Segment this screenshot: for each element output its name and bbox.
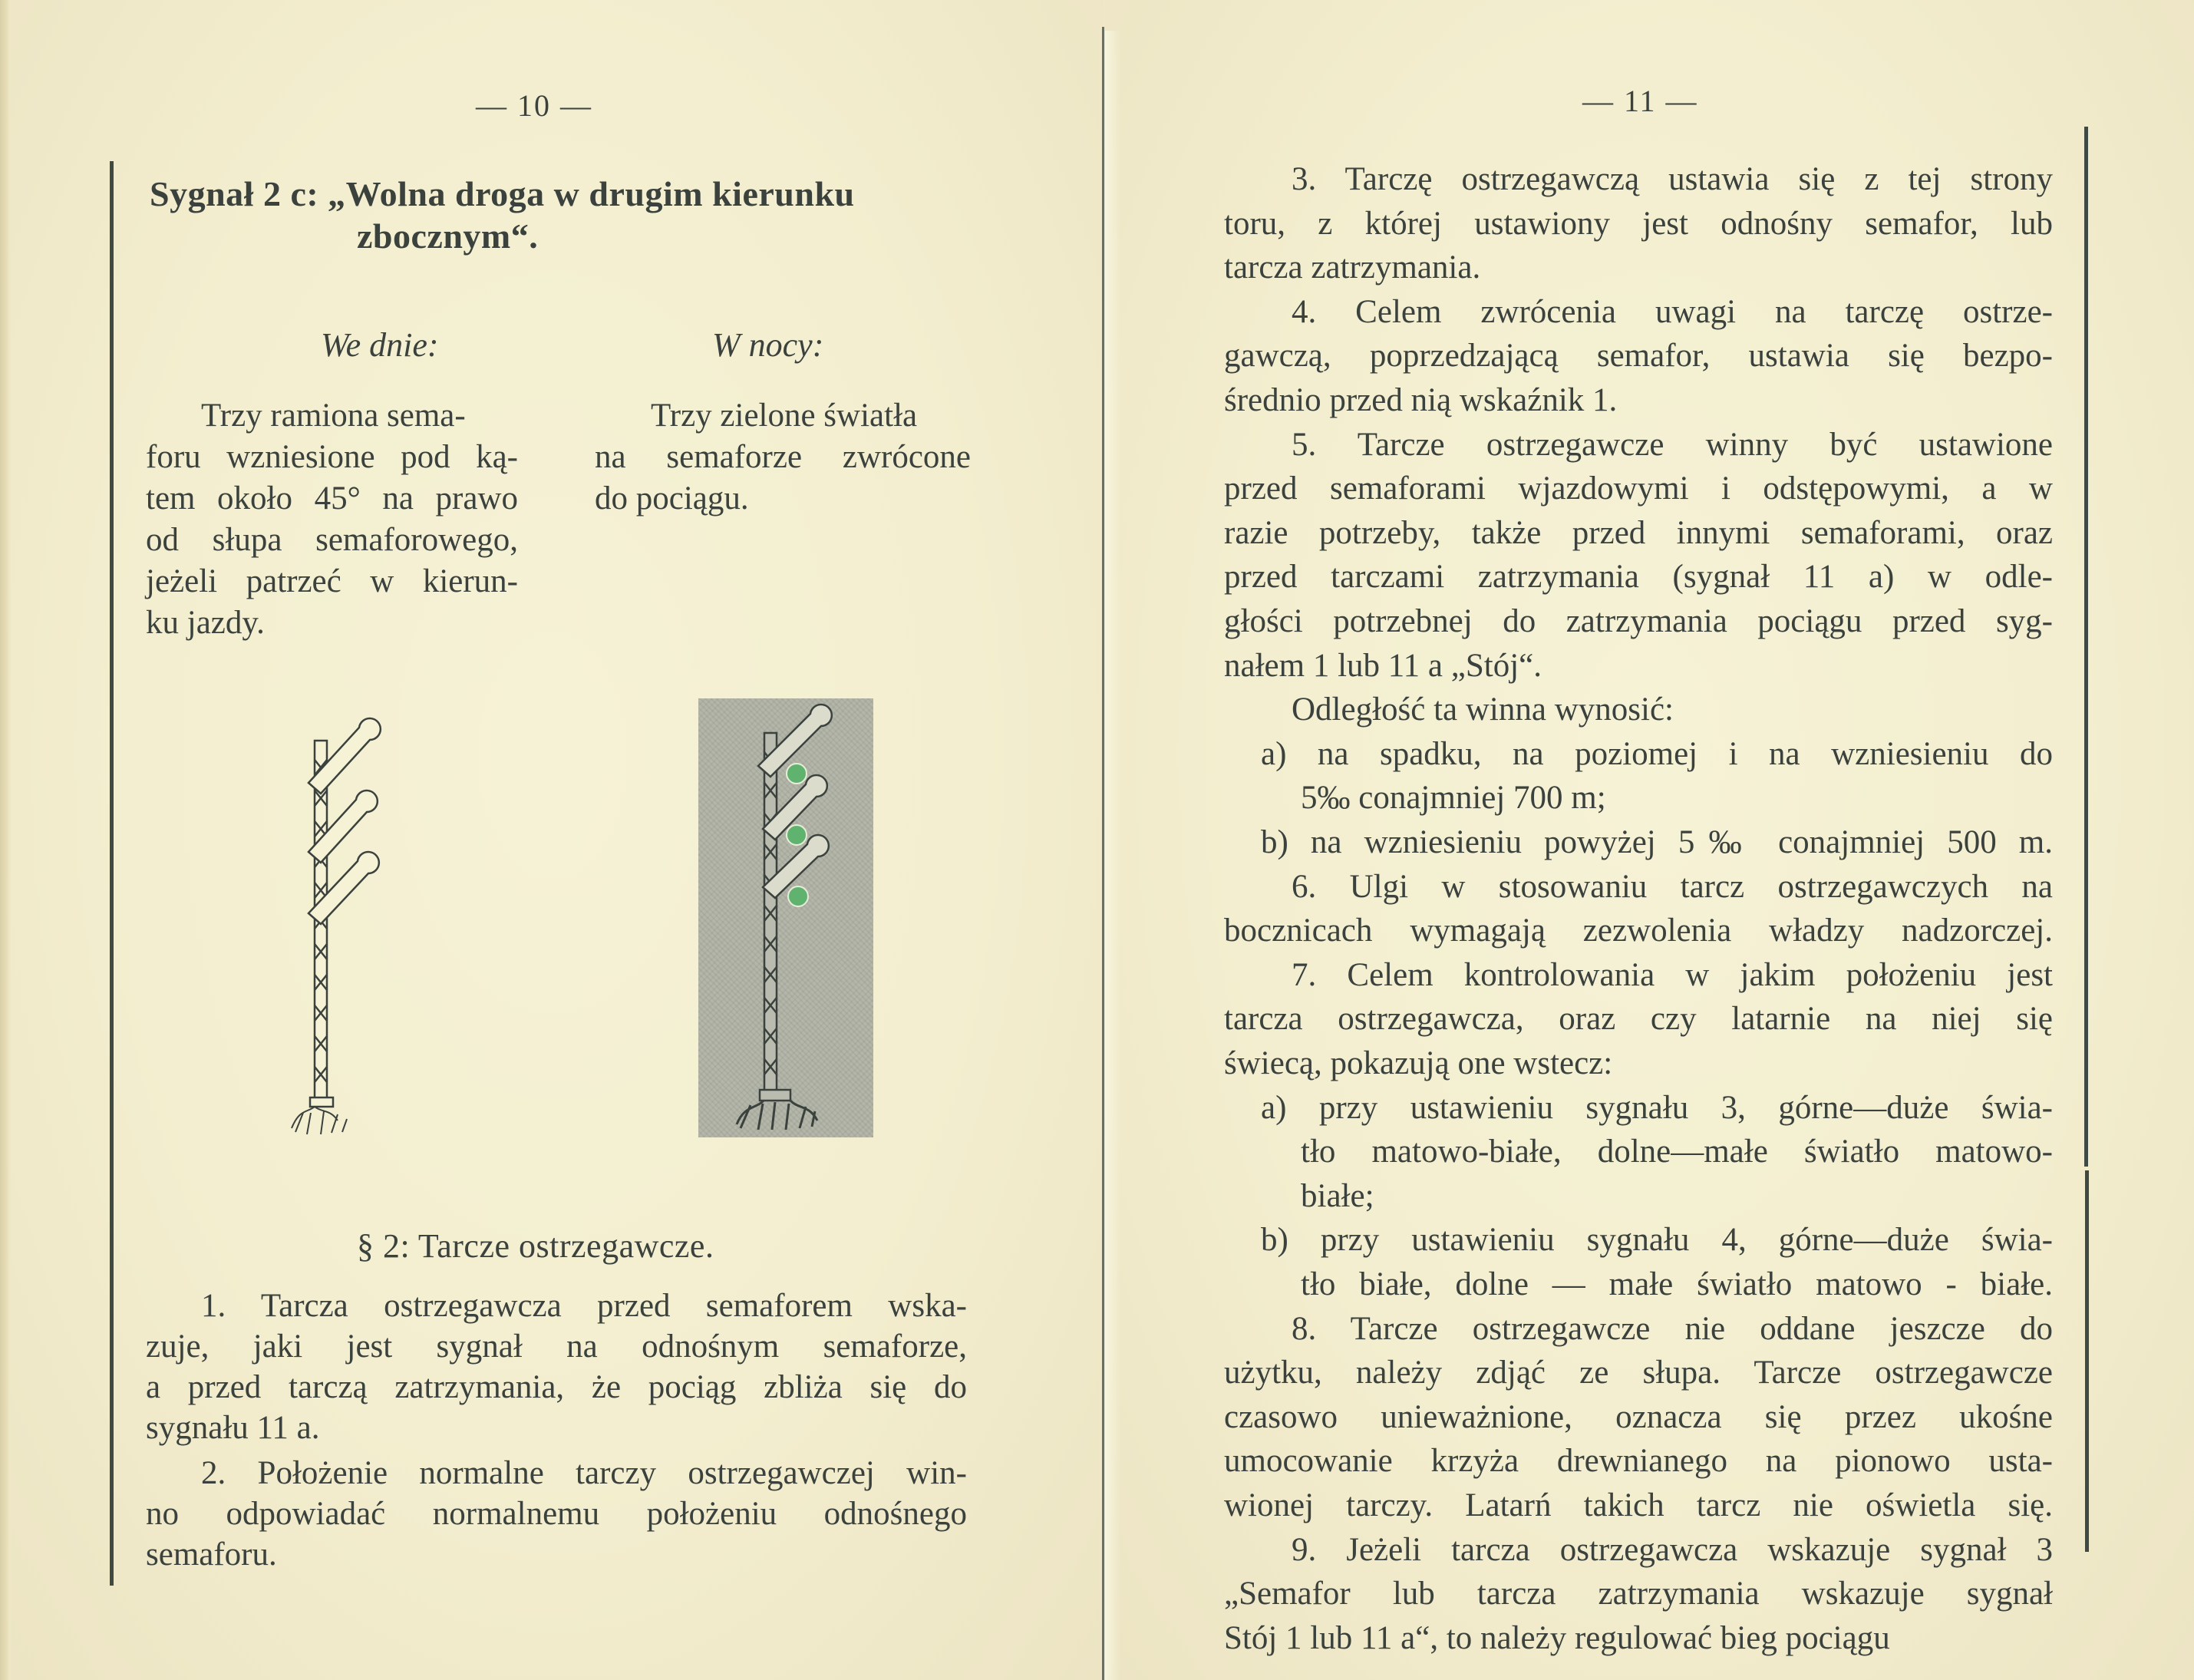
day-line: ku jazdy. xyxy=(146,605,265,641)
paragraph-line: tło matowo-białe, dolne—małe światło matowo- xyxy=(1301,1134,2053,1170)
night-line: do pociągu. xyxy=(595,480,749,517)
paragraph-line: sygnału 11 a. xyxy=(146,1410,320,1446)
semaphore-night-illustration xyxy=(698,698,873,1137)
day-line: foru wzniesione pod ką- xyxy=(146,439,518,475)
paragraph-line: 2. Położenie normalne tarczy ostrzegawczej win- xyxy=(201,1455,967,1491)
paragraph-line: 5‰ conajmniej 700 m; xyxy=(1301,780,1606,816)
green-light-icon xyxy=(787,825,807,845)
paragraph-line: 9. Jeżeli tarcza ostrzegawcza wskazuje sygnał 3 xyxy=(1292,1532,2053,1568)
paragraph-line: świecą, pokazują one wstecz: xyxy=(1224,1045,1613,1081)
paragraph-line: Odległość ta winna wynosić: xyxy=(1292,691,1674,728)
paragraph-line: przed semaforami wjazdowymi i odstępowymi, a w xyxy=(1224,470,2053,507)
paragraph-line: tło białe, dolne — małe światło matowo - białe. xyxy=(1301,1266,2053,1302)
paragraph-line: średnio przed nią wskaźnik 1. xyxy=(1224,382,1618,418)
day-heading: We dnie: xyxy=(321,326,439,364)
section-heading: § 2: Tarcze ostrzegawcze. xyxy=(357,1227,714,1265)
paragraph-line: czasowo unieważnione, oznacza się przez ukośne xyxy=(1224,1399,2053,1435)
paragraph-line: toru, z której ustawiony jest odnośny semafor, lub xyxy=(1224,206,2053,242)
margin-bar-right xyxy=(2084,127,2088,1167)
paragraph-line: b) na wzniesieniu powyżej 5‰ conajmniej 500 m. xyxy=(1261,824,2053,860)
paragraph-line: umocowanie krzyża drewnianego na pionowo usta- xyxy=(1224,1443,2053,1479)
paragraph-line: 7. Celem kontrolowania w jakim położeniu jest xyxy=(1292,957,2053,993)
paragraph-line: 1. Tarcza ostrzegawcza przed semaforem wska- xyxy=(201,1288,967,1324)
paragraph-line: bocznicach wymagają zezwolenia władzy nadzorczej. xyxy=(1224,913,2053,949)
day-line: od słupa semaforowego, xyxy=(146,522,518,558)
paragraph-line: a) przy ustawieniu sygnału 3, górne—duże świa- xyxy=(1261,1090,2053,1126)
paragraph-line: przed tarczami zatrzymania (sygnał 11 a) w odle- xyxy=(1224,559,2053,595)
paragraph-line: gawczą, poprzedzającą semafor, ustawia się bezpo- xyxy=(1224,338,2053,374)
paragraph-line: głości potrzebnej do zatrzymania pociągu przed syg- xyxy=(1224,603,2053,639)
paragraph-line: nałem 1 lub 11 a „Stój“. xyxy=(1224,648,1542,684)
night-heading: W nocy: xyxy=(712,326,824,364)
day-line: tem około 45° na prawo xyxy=(146,480,518,517)
paragraph-line: białe; xyxy=(1301,1178,1374,1214)
night-line: Trzy zielone światła xyxy=(651,398,918,434)
green-light-icon xyxy=(787,764,807,784)
book-edge xyxy=(0,0,11,1680)
paragraph-line: „Semafor lub tarcza zatrzymania wskazuje sygnał xyxy=(1224,1576,2053,1612)
paragraph-line: a przed tarczą zatrzymania, że pociąg zbliża się do xyxy=(146,1369,967,1405)
paragraph-line: no odpowiadać normalnemu położeniu odnośnego xyxy=(146,1496,967,1532)
paragraph-line: b) przy ustawieniu sygnału 4, górne—duże świa- xyxy=(1261,1222,2053,1258)
paragraph-line: tarcza ostrzegawcza, oraz czy latarnie na niej się xyxy=(1224,1001,2053,1037)
semaphore-day-illustration xyxy=(284,714,384,1144)
right-page xyxy=(1105,0,2194,1680)
page-number: — 11 — xyxy=(1582,84,1698,118)
paragraph-line: zuje, jaki jest sygnał na odnośnym semaforze, xyxy=(146,1328,967,1365)
paragraph-line: użytku, należy zdjąć ze słupa. Tarcze ostrzegawcze xyxy=(1224,1355,2053,1391)
paragraph-line: 4. Celem zwrócenia uwagi na tarczę ostrze- xyxy=(1292,294,2053,330)
paragraph-line: 5. Tarcze ostrzegawcze winny być ustawione xyxy=(1292,427,2053,463)
paragraph-line: 6. Ulgi w stosowaniu tarcz ostrzegawczych na xyxy=(1292,869,2053,905)
day-line: jeżeli patrzeć w kierun- xyxy=(146,563,518,599)
night-line: na semaforze zwrócone xyxy=(595,439,971,475)
paragraph-line: 3. Tarczę ostrzegawczą ustawia się z tej strony xyxy=(1292,161,2053,197)
paragraph-line: Stój 1 lub 11 a“, to należy regulować bieg pociągu xyxy=(1224,1620,1890,1656)
paragraph-line: 8. Tarcze ostrzegawcze nie oddane jeszcze do xyxy=(1292,1311,2053,1347)
book-fold xyxy=(1102,27,1104,1680)
margin-bar-left xyxy=(110,161,114,1586)
signal-title: Sygnał 2 c: „Wolna droga w drugim kierunku xyxy=(150,174,855,213)
fold-highlight xyxy=(1105,31,1120,1680)
signal-title-continuation: zbocznym“. xyxy=(357,216,539,256)
margin-bar-right-lower xyxy=(2085,1170,2089,1552)
paragraph-line: a) na spadku, na poziomej i na wzniesieniu do xyxy=(1261,736,2053,772)
paragraph-line: semaforu. xyxy=(146,1536,277,1573)
paragraph-line: wionej tarczy. Latarń takich tarcz nie oświetla się. xyxy=(1224,1487,2053,1523)
day-line: Trzy ramiona sema- xyxy=(201,398,466,434)
page-number: — 10 — xyxy=(476,88,592,123)
paragraph-line: tarcza zatrzymania. xyxy=(1224,249,1481,286)
green-light-icon xyxy=(788,886,808,906)
paragraph-line: razie potrzeby, także przed innymi semaforami, oraz xyxy=(1224,515,2053,551)
